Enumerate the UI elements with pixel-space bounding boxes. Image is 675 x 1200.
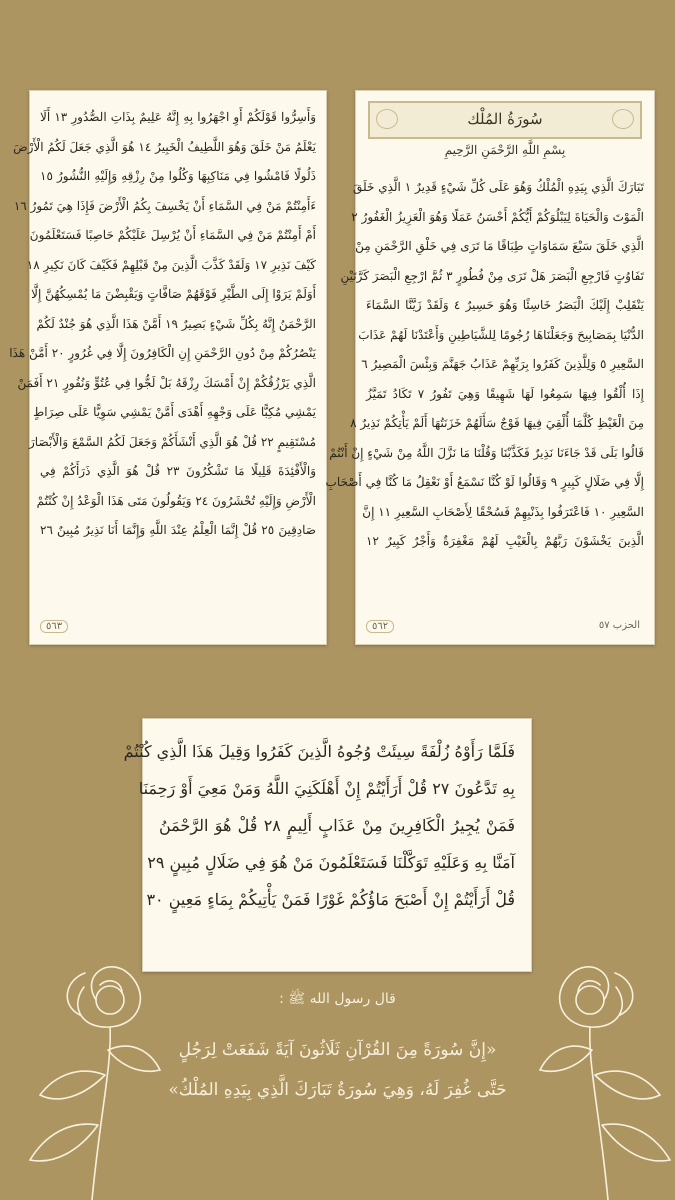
verse-line: الَّذِينَ يَخْشَوْنَ رَبَّهُمْ بِالْغَيْبِ لَهُمْ مَغْفِرَةٌ وَأَجْرٌ كَبِيرٌ ١٢ [366,534,644,548]
quran-page-left [9,90,327,645]
page-footer [356,620,654,638]
hizb-label: الحزب ٥٧ [598,620,640,631]
verse-line: تَفَاوُتٍ فَارْجِعِ الْبَصَرَ هَلْ تَرَى مِنْ فُطُورٍ ٣ ثُمَّ ارْجِعِ الْبَصَرَ كَرَّتَيْنِ [340,268,644,283]
quran-page-right [325,90,655,645]
verse-line: ءَأَمِنْتُمْ مَنْ فِي السَّمَاءِ أَنْ يَخْسِفَ بِكُمُ الْأَرْضَ فَإِذَا هِيَ تَمُورُ ١٦ [13,198,316,213]
page-text [123,733,531,918]
verse-line: مُسْتَقِيمٍ ٢٢ قُلْ هُوَ الَّذِي أَنْشَأَكُمْ وَجَعَلَ لَكُمُ السَّمْعَ وَالْأَبْصَارَ [29,434,316,449]
verse-line: فَمَنْ يُجِيرُ الْكَافِرِينَ مِنْ عَذَابٍ أَلِيمٍ ٢٨ قُلْ هُوَ الرَّحْمَنُ [159,816,516,835]
verse-line: أَمْ أَمِنْتُمْ مَنْ فِي السَّمَاءِ أَنْ يُرْسِلَ عَلَيْكُمْ حَاصِبًا فَسَتَعْلَمُونَ [29,228,316,242]
verse-line: الْمَوْتَ وَالْحَيَاةَ لِيَبْلُوَكُمْ أَيُّكُمْ أَحْسَنُ عَمَلًا وَهُوَ الْعَزِيزُ الْغَفُورُ ٢ [351,209,644,224]
verse-line: قُلْ أَرَأَيْتُمْ إِنْ أَصْبَحَ مَاؤُكُمْ غَوْرًا فَمَنْ يَأْتِيكُمْ بِمَاءٍ مَعِينٍ ٣٠ [146,890,515,909]
verse-line: يَعْلَمُ مَنْ خَلَقَ وَهُوَ اللَّطِيفُ الْخَبِيرُ ١٤ هُوَ الَّذِي جَعَلَ لَكُمُ الْأَرْضَ [13,139,316,154]
verse-line: الْأَرْضِ وَإِلَيْهِ تُحْشَرُونَ ٢٤ وَيَقُولُونَ مَتَى هَذَا الْوَعْدُ إِنْ كُنْتُمْ [36,493,316,508]
verse-line: وَأَسِرُّوا قَوْلَكُمْ أَوِ اجْهَرُوا بِهِ إِنَّهُ عَلِيمٌ بِذَاتِ الصُّدُورِ ١٣ أَلَا [40,110,316,124]
hadith-intro: قال رسول الله ﷺ : [279,991,396,1007]
verse-line: يَنْقَلِبْ إِلَيْكَ الْبَصَرُ خَاسِئًا وَهُوَ حَسِيرٌ ٤ وَلَقَدْ زَيَّنَّا السَّمَاءَ [366,298,644,312]
hadith-line: حَتَّى غُفِرَ لَهُ، وَهِيَ سُورَةُ تَبَارَكَ الَّذِي بِيَدِهِ المُلْكُ» [168,1080,507,1100]
page-text [325,173,654,557]
verse-line: الَّذِي خَلَقَ سَبْعَ سَمَاوَاتٍ طِبَاقًا مَا تَرَى فِي خَلْقِ الرَّحْمَنِ مِنْ [355,239,644,253]
verse-line: الَّذِي يَرْزُقُكُمْ إِنْ أَمْسَكَ رِزْقَهُ بَلْ لَجُّوا فِي عُتُوٍّ وَنُفُورٍ ٢١ أَفَمَنْ [17,375,316,390]
verse-line: السَّعِيرِ ١٠ فَاعْتَرَفُوا بِذَنْبِهِمْ فَسُحْقًا لِأَصْحَابِ السَّعِيرِ ١١ إِنَّ [362,504,644,519]
bismillah: بِسْمِ اللَّهِ الرَّحْمَنِ الرَّحِيمِ [444,143,566,157]
verse-line: فَلَمَّا رَأَوْهُ زُلْفَةً سِيئَتْ وُجُوهُ الَّذِينَ كَفَرُوا وَقِيلَ هَذَا الَّذِي كُنْتُمْ [123,742,515,761]
page-footer [30,620,326,638]
hadith-quote [60,1030,615,1110]
verse-line: بِهِ تَدَّعُونَ ٢٧ قُلْ أَرَأَيْتُمْ إِنْ أَهْلَكَنِيَ اللَّهُ وَمَنْ مَعِيَ أَوْ رَحِمَنَا [138,779,515,798]
page-number: ٥٦٣ [40,620,68,633]
verse-line: الدُّنْيَا بِمَصَابِيحَ وَجَعَلْنَاهَا رُجُومًا لِلشَّيَاطِينِ وَأَعْتَدْنَا لَهُمْ عَذَابَ [358,327,644,342]
verse-line: إِذَا أُلْقُوا فِيهَا سَمِعُوا لَهَا شَهِيقًا وَهِيَ تَفُورُ ٧ تَكَادُ تَمَيَّزُ [366,386,644,401]
page-number: ٥٦٢ [366,620,394,633]
verse-line: يَنْصُرُكُمْ مِنْ دُونِ الرَّحْمَنِ إِنِ الْكَافِرُونَ إِلَّا فِي غُرُورٍ ٢٠ أَمَّنْ هَذَا [9,346,316,360]
verse-line: مِنَ الْغَيْظِ كُلَّمَا أُلْقِيَ فِيهَا فَوْجٌ سَأَلَهُمْ خَزَنَتُهَا أَلَمْ يَأْتِكُمْ نَذِيرٌ ٨ [350,416,644,430]
verse-line: يَمْشِي مُكِبًّا عَلَى وَجْهِهِ أَهْدَى أَمَّنْ يَمْشِي سَوِيًّا عَلَى صِرَاطٍ [33,405,316,419]
verse-line: وَالْأَفْئِدَةَ قَلِيلًا مَا تَشْكُرُونَ ٢٣ قُلْ هُوَ الَّذِي ذَرَأَكُمْ فِي [40,464,316,478]
verse-line: صَادِقِينَ ٢٥ قُلْ إِنَّمَا الْعِلْمُ عِنْدَ اللَّهِ وَإِنَّمَا أَنَا نَذِيرٌ مُبِينٌ ٢٦ [40,523,316,537]
surah-title: سُورَةُ المُلْك [368,101,642,139]
page-text [9,103,326,546]
verse-line: كَيْفَ نَذِيرِ ١٧ وَلَقَدْ كَذَّبَ الَّذِينَ مِنْ قَبْلِهِمْ فَكَيْفَ كَانَ نَكِيرِ ١٨ [26,257,316,272]
verse-line: السَّعِيرِ ٥ وَلِلَّذِينَ كَفَرُوا بِرَبِّهِمْ عَذَابُ جَهَنَّمَ وَبِئْسَ الْمَصِيرُ ٦ [361,357,644,371]
verse-line: تَبَارَكَ الَّذِي بِيَدِهِ الْمُلْكُ وَهُوَ عَلَى كُلِّ شَيْءٍ قَدِيرٌ ١ الَّذِي خَلَقَ [353,180,644,194]
hadith-line: «إِنَّ سُورَةً مِنَ القُرْآنِ ثَلَاثُونَ آيَةً شَفَعَتْ لِرَجُلٍ [178,1040,497,1060]
quran-excerpt [123,718,532,972]
verse-line: ذَلُولًا فَامْشُوا فِي مَنَاكِبِهَا وَكُلُوا مِنْ رِزْقِهِ وَإِلَيْهِ النُّشُورُ ١٥ [40,169,316,183]
verse-line: الرَّحْمَنُ إِنَّهُ بِكُلِّ شَيْءٍ بَصِيرٌ ١٩ أَمَّنْ هَذَا الَّذِي هُوَ جُنْدٌ لَكُمْ [36,316,316,331]
verse-line: إِلَّا فِي ضَلَالٍ كَبِيرٍ ٩ وَقَالُوا لَوْ كُنَّا نَسْمَعُ أَوْ نَعْقِلُ مَا كُنَّا فِي أَصْحَابِ [325,475,644,489]
verse-line: قَالُوا بَلَى قَدْ جَاءَنَا نَذِيرٌ فَكَذَّبْنَا وَقُلْنَا مَا نَزَّلَ اللَّهُ مِنْ شَيْءٍ إِنْ أَنْتُمْ [329,445,644,460]
verse-line: أَوَلَمْ يَرَوْا إِلَى الطَّيْرِ فَوْقَهُمْ صَافَّاتٍ وَيَقْبِضْنَ مَا يُمْسِكُهُنَّ إِلَّا [31,287,316,301]
verse-line: آمَنَّا بِهِ وَعَلَيْهِ تَوَكَّلْنَا فَسَتَعْلَمُونَ مَنْ هُوَ فِي ضَلَالٍ مُبِينٍ ٢٩ [147,853,515,872]
